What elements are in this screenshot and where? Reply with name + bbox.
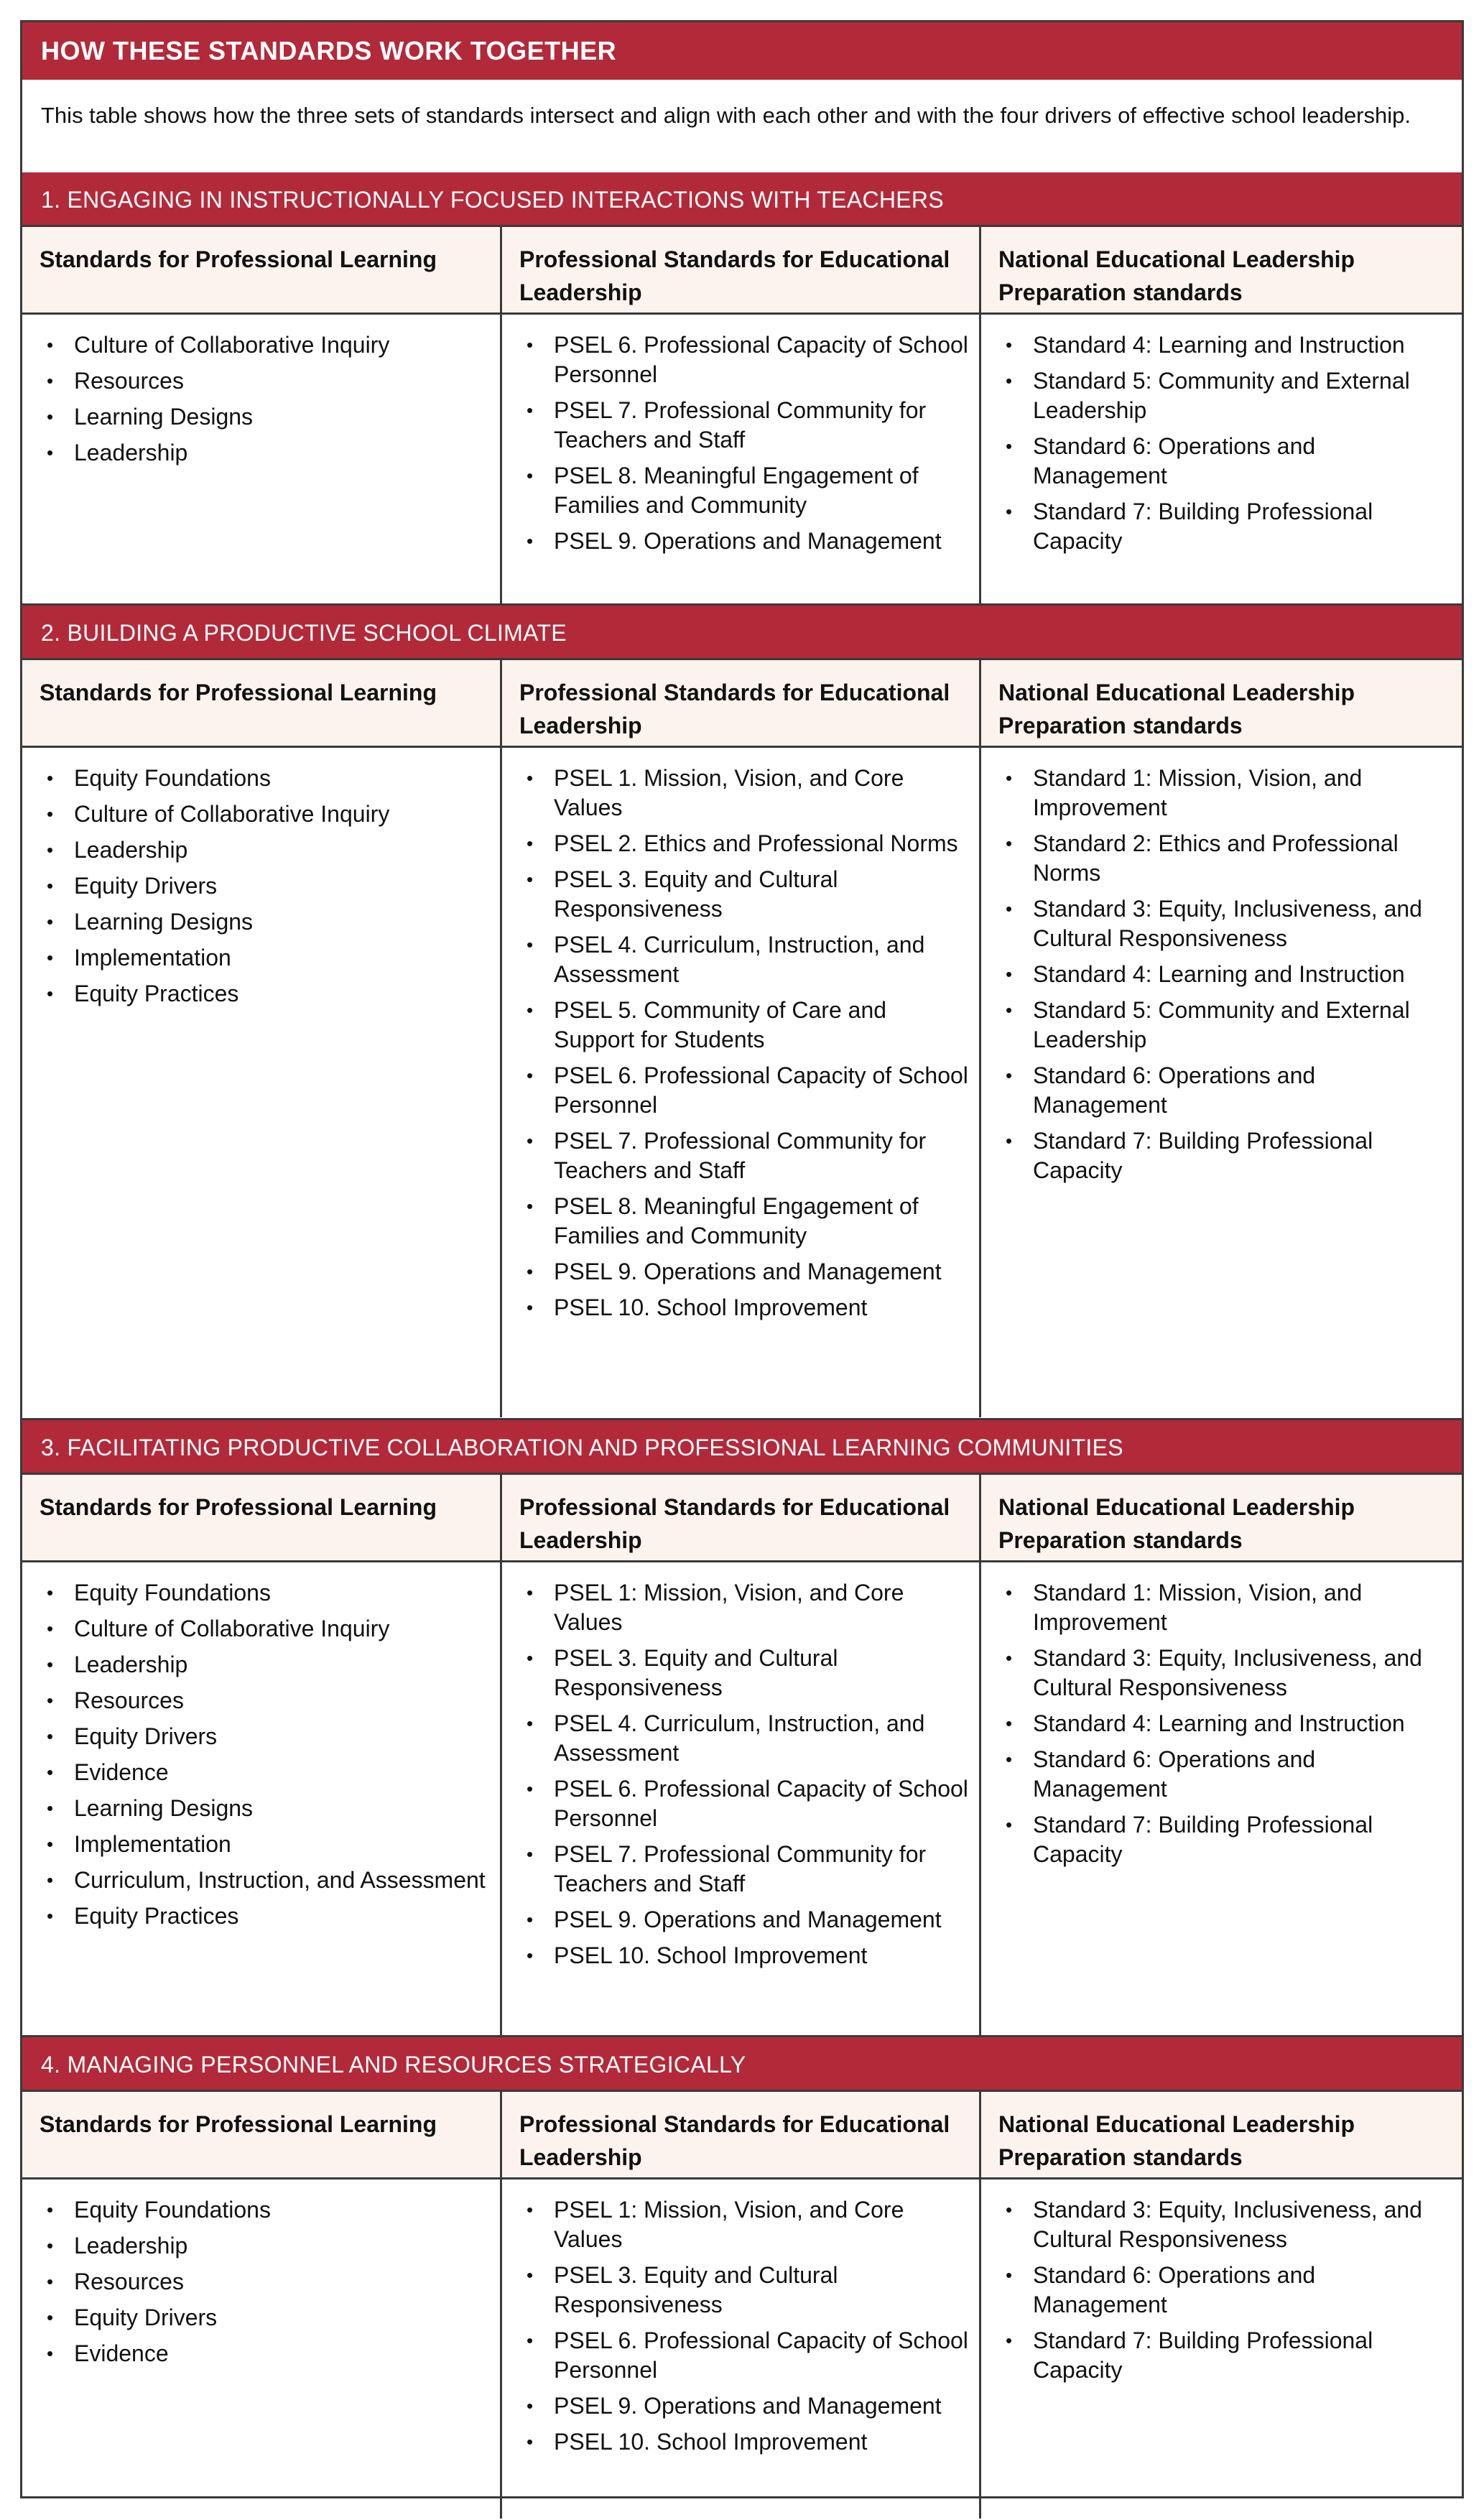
list-item: • PSEL 5. Community of Care and Support for Students <box>519 996 969 1055</box>
cell-col3 <box>981 315 1462 603</box>
list-item: • Equity Foundations <box>40 2195 490 2225</box>
bullet-list <box>998 764 1452 1185</box>
list-item: • Implementation <box>40 943 490 973</box>
column-header-row <box>22 1475 1462 1562</box>
list-item: • Equity Practices <box>40 1901 490 1931</box>
intro-text: This table shows how the three sets of standards intersect and align with each other and with the four drivers of effective school leadership. <box>22 80 1462 189</box>
list-item: • Standard 7: Building Professional Capacity <box>998 497 1452 556</box>
list-item: • Curriculum, Instruction, and Assessment <box>40 1866 490 1895</box>
list-item: • PSEL 6. Professional Capacity of School Personnel <box>519 2326 969 2385</box>
cell-col3 <box>981 2179 1462 2519</box>
list-item: • Resources <box>40 1686 490 1715</box>
section-title: 3. FACILITATING PRODUCTIVE COLLABORATION AND PROFESSIONAL LEARNING COMMUNITIES <box>22 1420 1462 1475</box>
list-item: • PSEL 2. Ethics and Professional Norms <box>519 829 969 858</box>
list-item: • Equity Drivers <box>40 2303 490 2333</box>
list-item: • Standard 7: Building Professional Capacity <box>998 1810 1452 1869</box>
list-item: • PSEL 7. Professional Community for Teachers and Staff <box>519 1126 969 1185</box>
column-header-col2: Professional Standards for Educational Leadership <box>502 660 981 746</box>
list-item: • Evidence <box>40 2339 490 2368</box>
bullet-list <box>40 330 490 468</box>
section-2 <box>22 603 1462 1417</box>
column-body-row <box>22 315 1462 603</box>
column-header-col2: Professional Standards for Educational Leadership <box>502 227 981 312</box>
list-item: • Standard 5: Community and External Leadership <box>998 996 1452 1055</box>
section-1 <box>22 172 1462 603</box>
list-item: • Evidence <box>40 1758 490 1787</box>
list-item: • PSEL 9. Operations and Management <box>519 1257 969 1287</box>
cell-col2 <box>502 1562 981 2037</box>
list-item: • Equity Foundations <box>40 1578 490 1608</box>
list-item: • Leadership <box>40 835 490 865</box>
column-body-row <box>22 1562 1462 2037</box>
section-title: 4. MANAGING PERSONNEL AND RESOURCES STRATEGICALLY <box>22 2037 1462 2092</box>
list-item: • Standard 6: Operations and Management <box>998 1061 1452 1120</box>
column-header-row <box>22 2092 1462 2179</box>
bullet-list <box>40 2195 490 2368</box>
list-item: • Standard 1: Mission, Vision, and Improvement <box>998 1578 1452 1637</box>
list-item: • PSEL 10. School Improvement <box>519 1941 969 1970</box>
cell-col3 <box>981 1562 1462 2037</box>
bullet-list <box>998 330 1452 556</box>
list-item: • Culture of Collaborative Inquiry <box>40 800 490 829</box>
list-item: • Implementation <box>40 1830 490 1859</box>
list-item: • Standard 4: Learning and Instruction <box>998 330 1452 360</box>
column-header-row <box>22 660 1462 748</box>
list-item: • Learning Designs <box>40 907 490 937</box>
bullet-list <box>519 330 969 556</box>
list-item: • Standard 4: Learning and Instruction <box>998 1709 1452 1738</box>
list-item: • Standard 6: Operations and Management <box>998 2261 1452 2320</box>
list-item: • Standard 3: Equity, Inclusiveness, and Cultural Responsiveness <box>998 2195 1452 2254</box>
list-item: • PSEL 6. Professional Capacity of School Personnel <box>519 1774 969 1833</box>
list-item: • Standard 1: Mission, Vision, and Improvement <box>998 764 1452 823</box>
list-item: • PSEL 7. Professional Community for Teachers and Staff <box>519 396 969 455</box>
column-header-col1: Standards for Professional Learning <box>22 2092 502 2177</box>
column-header-col3: National Educational Leadership Preparation standards <box>998 2111 1355 2170</box>
list-item: • Leadership <box>40 438 490 468</box>
list-item: • PSEL 8. Meaningful Engagement of Families and Community <box>519 1192 969 1251</box>
list-item: • PSEL 9. Operations and Management <box>519 1905 969 1935</box>
cell-col1 <box>22 315 502 603</box>
list-item: • PSEL 1. Mission, Vision, and Core Values <box>519 764 969 823</box>
column-header-col2: Professional Standards for Educational Leadership <box>502 1475 981 1560</box>
list-item: • PSEL 1: Mission, Vision, and Core Values <box>519 2195 969 2254</box>
list-item: • Standard 4: Learning and Instruction <box>998 960 1452 989</box>
cell-col1 <box>22 748 502 1417</box>
list-item: • Standard 5: Community and External Leadership <box>998 366 1452 425</box>
cell-col3 <box>981 748 1462 1417</box>
list-item: • PSEL 3. Equity and Cultural Responsiveness <box>519 2261 969 2320</box>
bullet-list <box>40 1578 490 1931</box>
list-item: • PSEL 4. Curriculum, Instruction, and Assessment <box>519 930 969 989</box>
list-item: • Resources <box>40 2267 490 2297</box>
list-item: • Equity Drivers <box>40 1722 490 1751</box>
column-header-col3: National Educational Leadership Preparation standards <box>998 246 1355 305</box>
list-item: • PSEL 4. Curriculum, Instruction, and Assessment <box>519 1709 969 1768</box>
list-item: • Equity Foundations <box>40 764 490 793</box>
list-item: • Standard 6: Operations and Management <box>998 1745 1452 1804</box>
section-title: 2. BUILDING A PRODUCTIVE SCHOOL CLIMATE <box>22 606 1462 660</box>
column-header-col1: Standards for Professional Learning <box>22 1475 502 1560</box>
cell-col2 <box>502 315 981 603</box>
column-body-row <box>22 748 1462 1417</box>
list-item: • PSEL 10. School Improvement <box>519 1293 969 1322</box>
cell-col1 <box>22 1562 502 2037</box>
list-item: • Standard 3: Equity, Inclusiveness, and Cultural Responsiveness <box>998 1644 1452 1703</box>
list-item: • Leadership <box>40 1650 490 1680</box>
list-item: • PSEL 9. Operations and Management <box>519 2391 969 2421</box>
list-item: • Learning Designs <box>40 1794 490 1823</box>
list-item: • Standard 6: Operations and Management <box>998 432 1452 491</box>
column-header-col3: National Educational Leadership Preparation standards <box>998 1494 1355 1553</box>
list-item: • Resources <box>40 366 490 396</box>
list-item: • Culture of Collaborative Inquiry <box>40 330 490 360</box>
column-header-col1: Standards for Professional Learning <box>22 660 502 746</box>
column-header-col2: Professional Standards for Educational Leadership <box>502 2092 981 2177</box>
list-item: • Standard 2: Ethics and Professional Norms <box>998 829 1452 888</box>
bullet-list <box>519 764 969 1322</box>
list-item: • PSEL 3. Equity and Cultural Responsiveness <box>519 1644 969 1703</box>
list-item: • PSEL 9. Operations and Management <box>519 527 969 556</box>
column-header-col3: National Educational Leadership Preparation standards <box>998 680 1355 738</box>
standards-table <box>20 20 1464 2498</box>
list-item: • PSEL 3. Equity and Cultural Responsiveness <box>519 865 969 924</box>
cell-col2 <box>502 748 981 1417</box>
bullet-list <box>519 2195 969 2457</box>
list-item: • PSEL 10. School Improvement <box>519 2427 969 2457</box>
section-3 <box>22 1418 1462 2037</box>
table-title: HOW THESE STANDARDS WORK TOGETHER <box>22 22 1462 80</box>
column-body-row <box>22 2179 1462 2519</box>
list-item: • Learning Designs <box>40 402 490 432</box>
list-item: • Standard 3: Equity, Inclusiveness, and Cultural Responsiveness <box>998 894 1452 953</box>
list-item: • PSEL 1: Mission, Vision, and Core Values <box>519 1578 969 1637</box>
bullet-list <box>998 1578 1452 1869</box>
list-item: • Culture of Collaborative Inquiry <box>40 1614 490 1644</box>
bullet-list <box>40 764 490 1009</box>
list-item: • PSEL 8. Meaningful Engagement of Families and Community <box>519 461 969 520</box>
column-header-row <box>22 227 1462 315</box>
section-4 <box>22 2035 1462 2519</box>
bullet-list <box>519 1578 969 1970</box>
list-item: • PSEL 6. Professional Capacity of School Personnel <box>519 1061 969 1120</box>
list-item: • PSEL 7. Professional Community for Teachers and Staff <box>519 1840 969 1899</box>
list-item: • Standard 7: Building Professional Capacity <box>998 1126 1452 1185</box>
cell-col2 <box>502 2179 981 2519</box>
column-header-col1: Standards for Professional Learning <box>22 227 502 312</box>
section-title: 1. ENGAGING IN INSTRUCTIONALLY FOCUSED INTERACTIONS WITH TEACHERS <box>22 172 1462 227</box>
list-item: • Leadership <box>40 2231 490 2261</box>
list-item: • Equity Drivers <box>40 871 490 901</box>
list-item: • Standard 7: Building Professional Capacity <box>998 2326 1452 2385</box>
list-item: • Equity Practices <box>40 979 490 1009</box>
list-item: • PSEL 6. Professional Capacity of School Personnel <box>519 330 969 389</box>
cell-col1 <box>22 2179 502 2519</box>
bullet-list <box>998 2195 1452 2385</box>
